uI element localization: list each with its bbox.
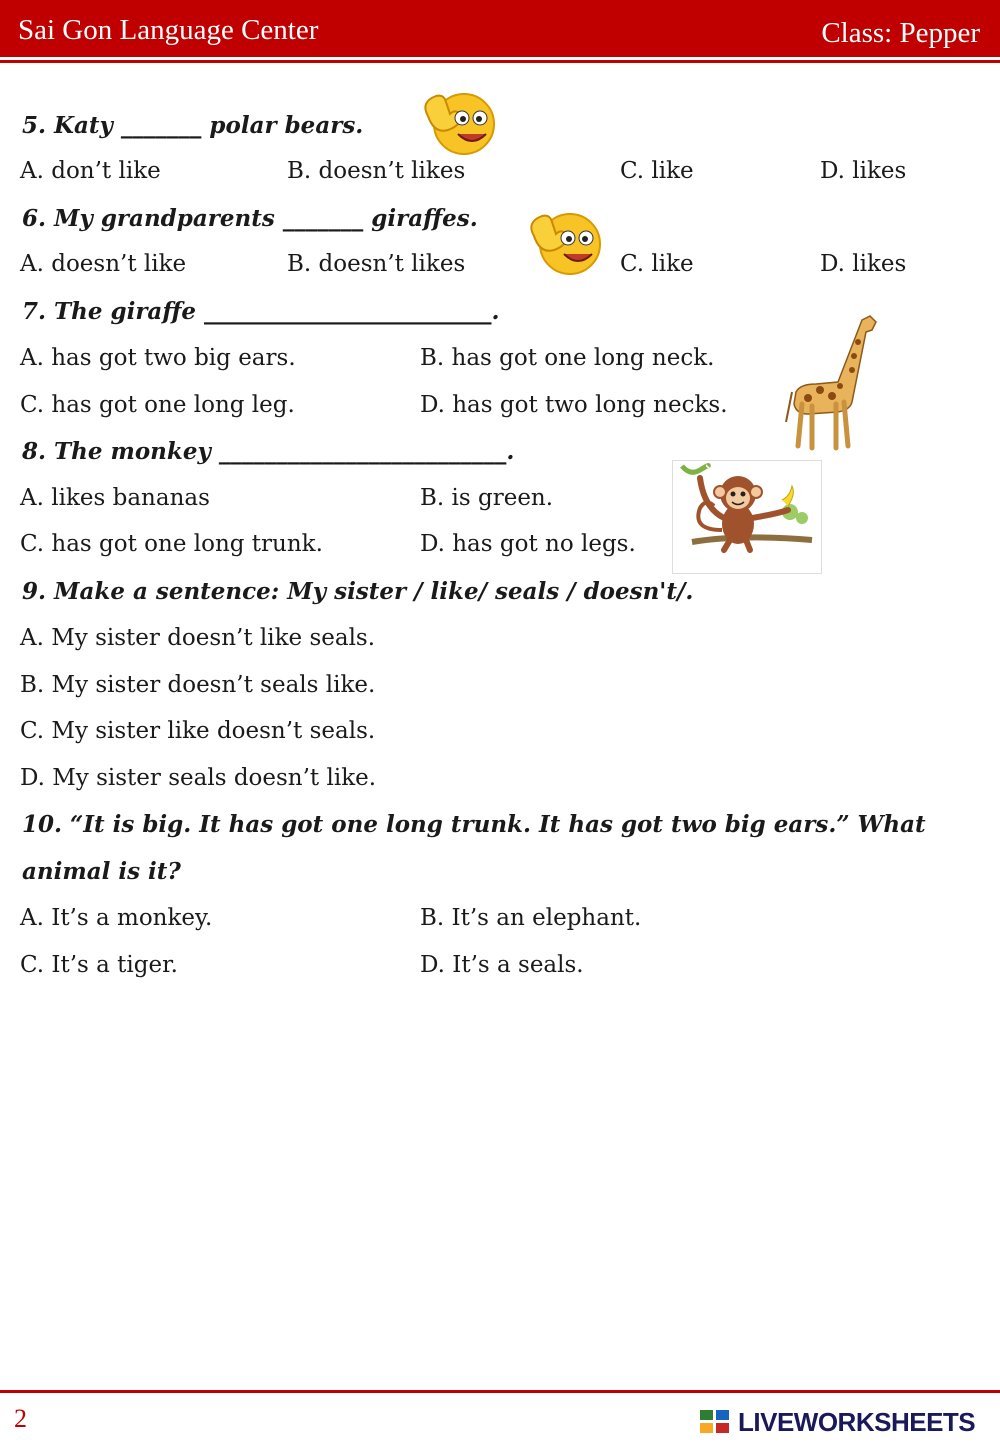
q6-option-d[interactable]: D. likes	[820, 251, 907, 277]
header-divider	[0, 60, 1000, 63]
q7-option-b[interactable]: B. has got one long neck.	[420, 345, 715, 371]
question-9: 9. Make a sentence: My sister / like/ seals / doesn't/.	[22, 578, 694, 605]
thumbs-up-emoji-icon	[524, 202, 606, 278]
q8-option-b[interactable]: B. is green.	[420, 485, 554, 511]
question-10-line-1: 10. “It is big. It has got one long trunk. It has got two big ears.” What	[22, 811, 926, 838]
q10-option-b[interactable]: B. It’s an elephant.	[420, 905, 642, 931]
q10-option-a[interactable]: A. It’s a monkey.	[20, 905, 213, 931]
q9-option-b[interactable]: B. My sister doesn’t seals like.	[20, 672, 376, 698]
q5-option-b[interactable]: B. doesn’t likes	[287, 158, 466, 184]
q8-option-a[interactable]: A. likes bananas	[20, 485, 210, 511]
center-name: Sai Gon Language Center	[18, 14, 319, 46]
question-10-line-2: animal is it?	[22, 858, 181, 885]
q10-option-d[interactable]: D. It’s a seals.	[420, 952, 584, 978]
class-name: Class: Pepper	[821, 17, 980, 49]
liveworksheets-logo-icon	[700, 1410, 730, 1434]
q8-option-c[interactable]: C. has got one long trunk.	[20, 531, 323, 557]
q6-option-b[interactable]: B. doesn’t likes	[287, 251, 466, 277]
monkey-icon	[672, 460, 822, 574]
footer-divider	[0, 1390, 1000, 1393]
giraffe-icon	[780, 312, 886, 452]
q7-option-a[interactable]: A. has got two big ears.	[20, 345, 296, 371]
question-5: 5. Katy _______ polar bears.	[22, 112, 364, 139]
q9-option-c[interactable]: C. My sister like doesn’t seals.	[20, 718, 376, 744]
q7-option-c[interactable]: C. has got one long leg.	[20, 392, 295, 418]
q6-option-a[interactable]: A. doesn’t like	[20, 251, 187, 277]
question-8: 8. The monkey _________________________.	[22, 438, 515, 465]
liveworksheets-brand[interactable]	[700, 1407, 1000, 1437]
question-6: 6. My grandparents _______ giraffes.	[22, 205, 478, 232]
page-number: 2	[14, 1404, 27, 1433]
q9-option-d[interactable]: D. My sister seals doesn’t like.	[20, 765, 377, 791]
q6-option-c[interactable]: C. like	[620, 251, 694, 277]
q5-option-a[interactable]: A. don’t like	[20, 158, 161, 184]
liveworksheets-text: LIVEWORKSHEETS	[738, 1407, 976, 1437]
q9-option-a[interactable]: A. My sister doesn’t like seals.	[20, 625, 376, 651]
thumbs-up-emoji-icon	[418, 82, 500, 158]
q10-option-c[interactable]: C. It’s a tiger.	[20, 952, 178, 978]
q5-option-d[interactable]: D. likes	[820, 158, 907, 184]
q5-option-c[interactable]: C. like	[620, 158, 694, 184]
question-7: 7. The giraffe _________________________.	[22, 298, 500, 325]
q7-option-d[interactable]: D. has got two long necks.	[420, 392, 728, 418]
q8-option-d[interactable]: D. has got no legs.	[420, 531, 636, 557]
